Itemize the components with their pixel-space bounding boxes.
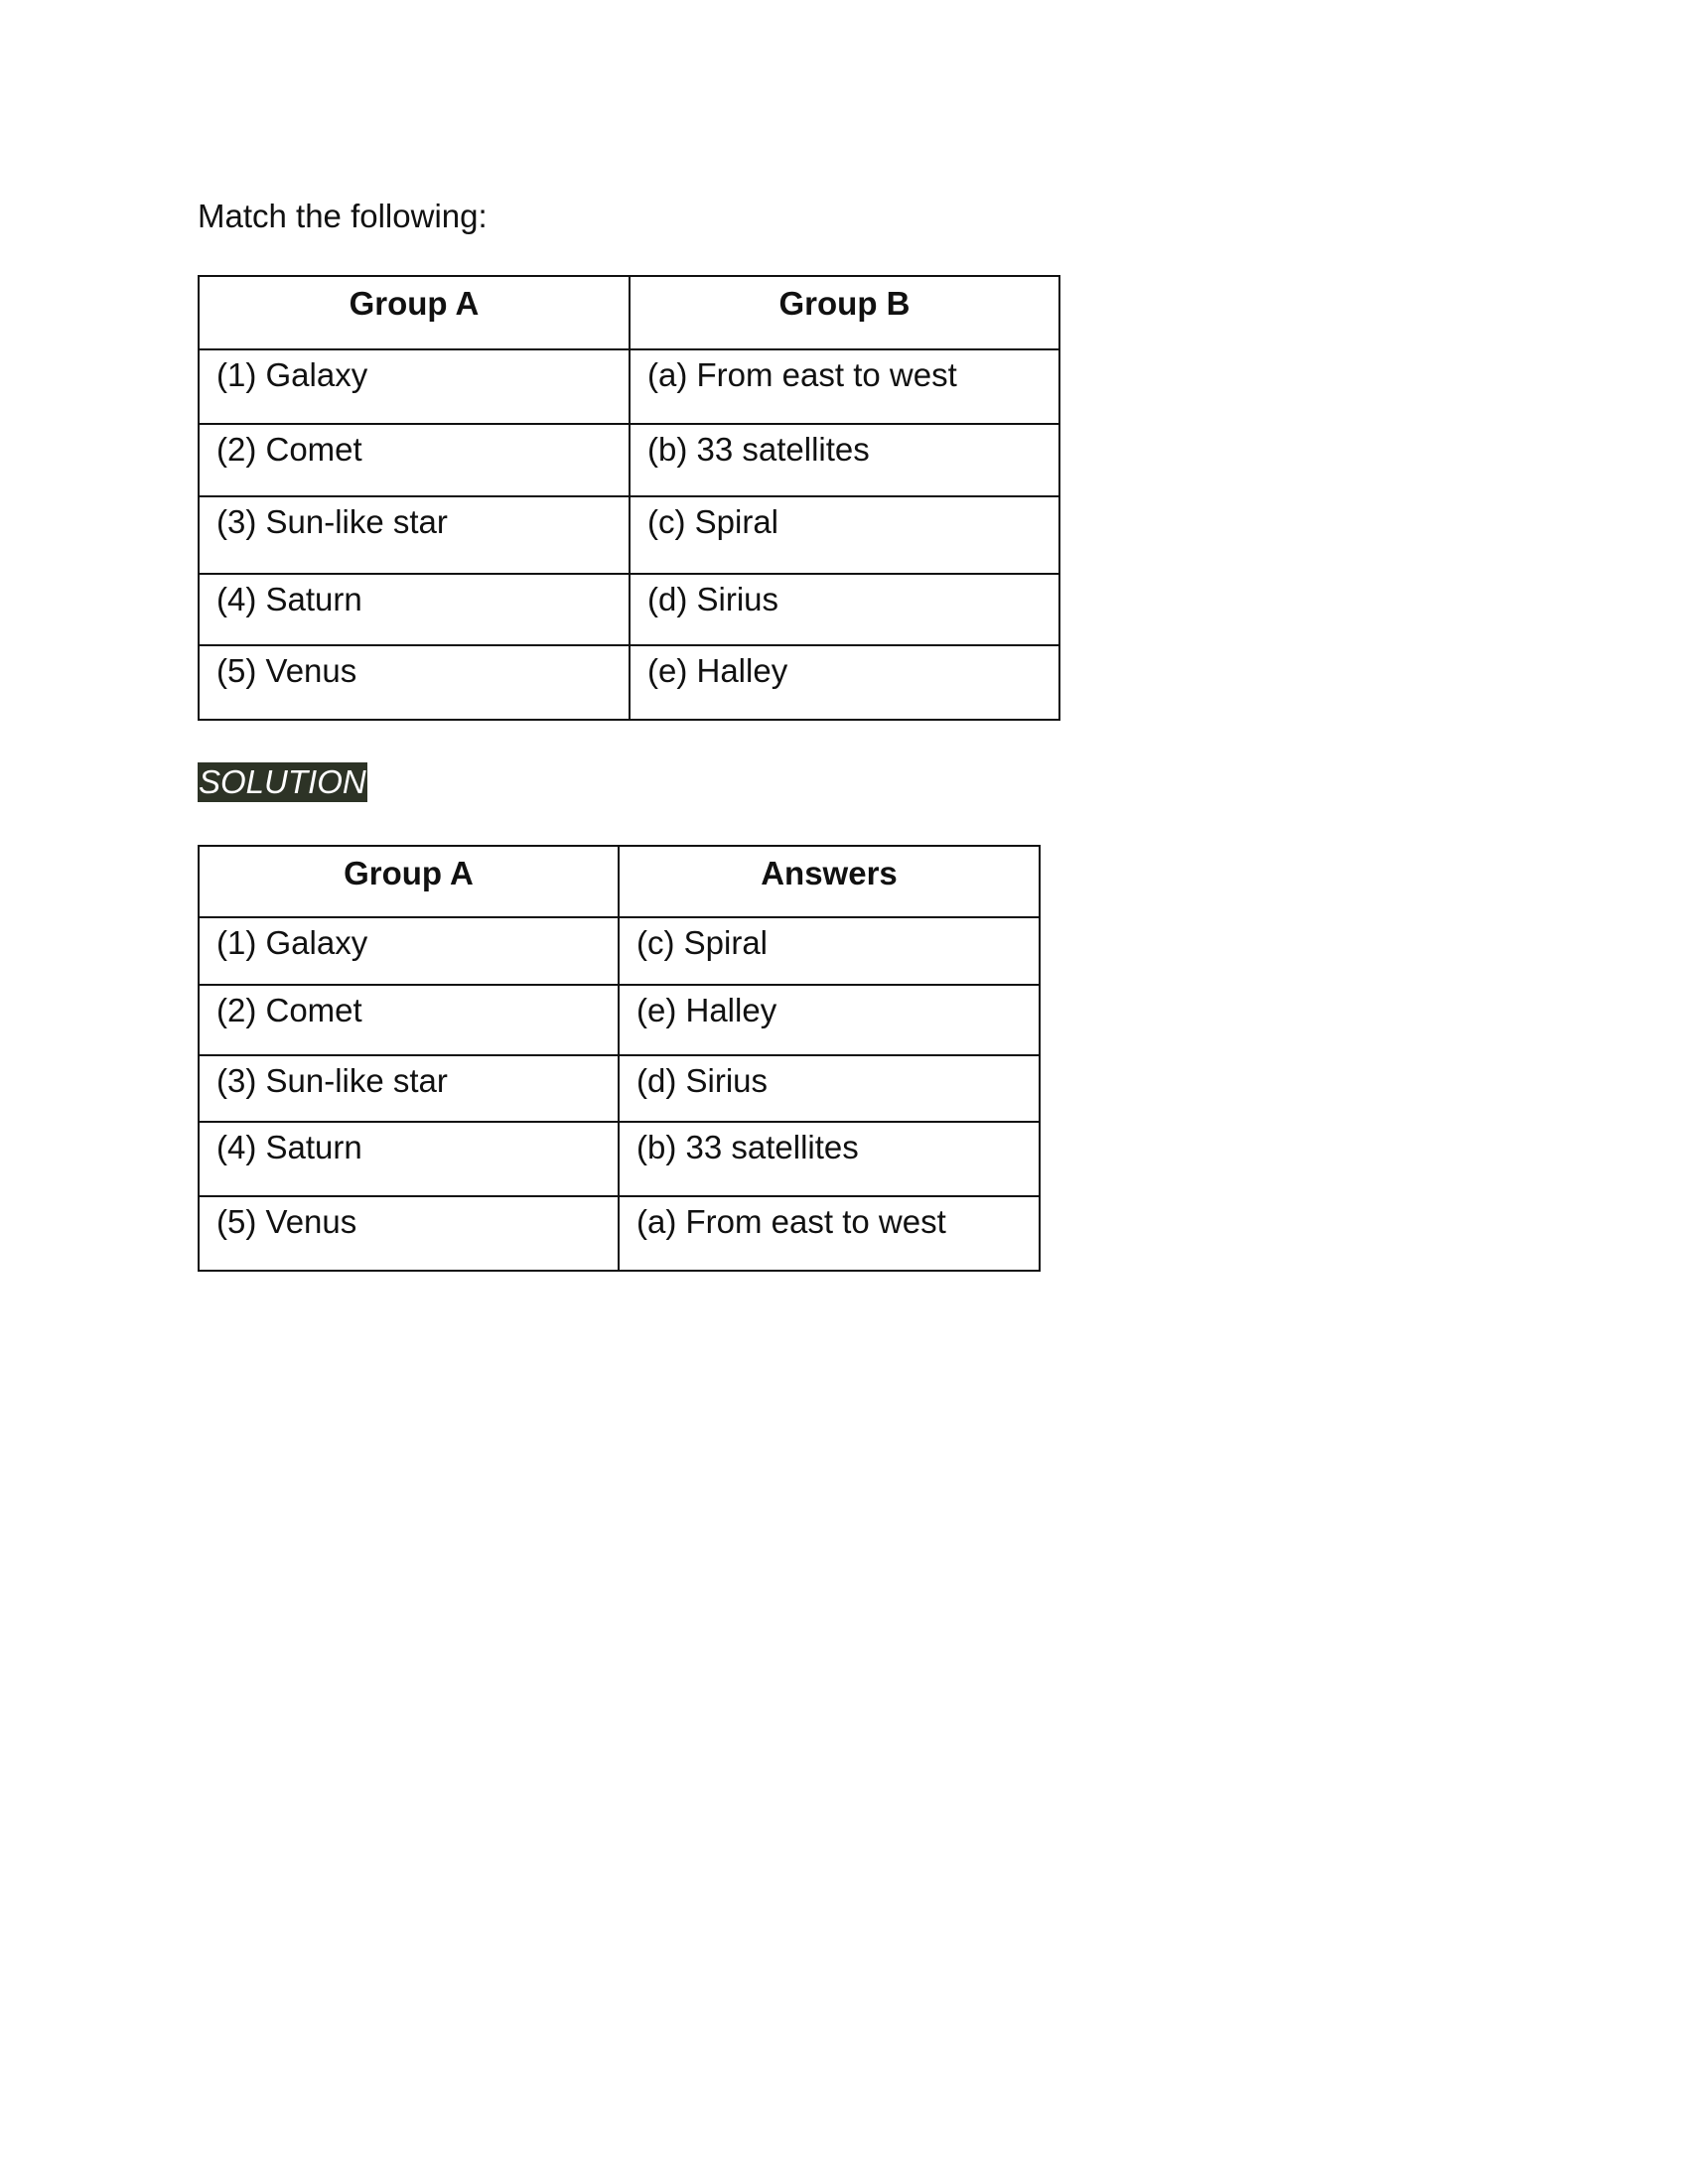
answer-cell: (a) From east to west — [619, 1196, 1040, 1271]
group-b-cell: (a) From east to west — [630, 349, 1059, 424]
table-row — [199, 1122, 1040, 1196]
group-a-cell: (1) Galaxy — [199, 349, 630, 424]
table-row — [199, 985, 1040, 1055]
table-header-row — [199, 846, 1040, 917]
group-b-cell: (b) 33 satellites — [630, 424, 1059, 496]
group-a-cell: (2) Comet — [199, 985, 619, 1055]
answer-cell: (d) Sirius — [619, 1055, 1040, 1122]
header-group-a: Group A — [199, 846, 619, 917]
answer-cell: (e) Halley — [619, 985, 1040, 1055]
group-b-cell: (e) Halley — [630, 645, 1059, 720]
group-b-cell: (d) Sirius — [630, 574, 1059, 645]
group-a-cell: (4) Saturn — [199, 1122, 619, 1196]
group-a-cell: (3) Sun-like star — [199, 1055, 619, 1122]
group-a-cell: (2) Comet — [199, 424, 630, 496]
group-a-cell: (3) Sun-like star — [199, 496, 630, 574]
answer-cell: (b) 33 satellites — [619, 1122, 1040, 1196]
header-answers: Answers — [619, 846, 1040, 917]
table-row — [199, 349, 1059, 424]
group-a-cell: (5) Venus — [199, 1196, 619, 1271]
answer-cell: (c) Spiral — [619, 917, 1040, 985]
group-b-cell: (c) Spiral — [630, 496, 1059, 574]
table-row — [199, 496, 1059, 574]
table-row — [199, 424, 1059, 496]
solution-table — [198, 845, 1041, 1272]
table-row — [199, 574, 1059, 645]
table-header-row — [199, 276, 1059, 349]
question-table — [198, 275, 1060, 721]
table-row — [199, 1055, 1040, 1122]
table-row — [199, 1196, 1040, 1271]
table-row — [199, 645, 1059, 720]
group-a-cell: (1) Galaxy — [199, 917, 619, 985]
solution-label: SOLUTION — [199, 763, 366, 800]
header-group-a: Group A — [199, 276, 630, 349]
header-group-b: Group B — [630, 276, 1059, 349]
table-row — [199, 917, 1040, 985]
group-a-cell: (4) Saturn — [199, 574, 630, 645]
question-prompt: Match the following: — [198, 198, 488, 234]
group-a-cell: (5) Venus — [199, 645, 630, 720]
